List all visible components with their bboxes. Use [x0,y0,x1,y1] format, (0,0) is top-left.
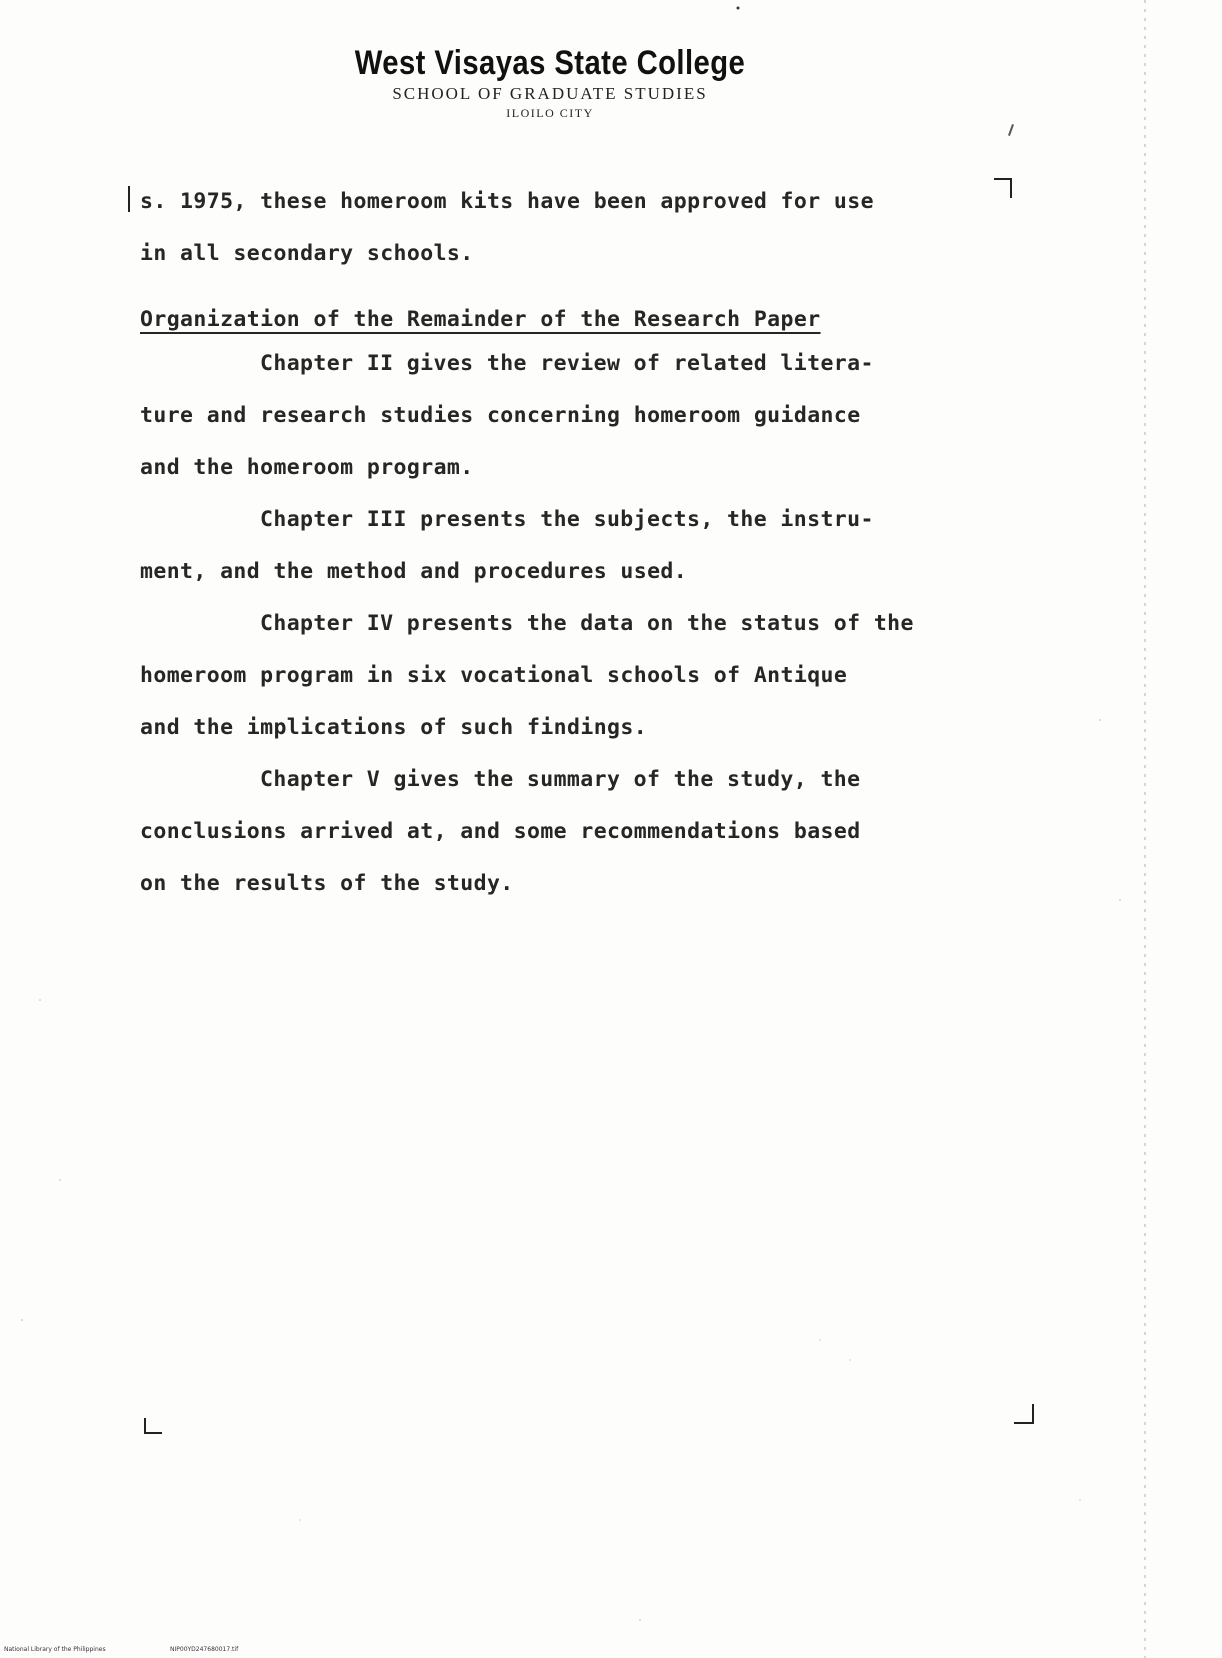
footer-filename: NIP00YD247680017.tif [170,1646,239,1653]
text-line: and the implications of such findings. [140,715,648,740]
college-name: West Visayas State College [354,44,746,82]
text-line: in all secondary schools. [140,241,474,266]
text-line: and the homeroom program. [140,455,474,480]
text-line: Chapter IV presents the data on the status of the [260,611,914,636]
text-line: ture and research studies concerning homeroom guidance [140,403,861,428]
text-line: s. 1975, these homeroom kits have been approved for use [140,189,874,214]
letterhead [240,44,860,120]
text-line: on the results of the study. [140,871,514,896]
crop-mark-top-right-bar [994,178,1010,180]
city-name: ILOILO CITY [506,106,594,120]
text-line: conclusions arrived at, and some recommendations based [140,819,861,844]
school-name: SCHOOL OF GRADUATE STUDIES [392,84,708,103]
text-line: Chapter V gives the summary of the study, the [260,767,861,792]
crop-mark-bottom-right [1014,1404,1034,1424]
crop-mark-bottom-left [144,1418,162,1434]
text-line: Chapter II gives the review of related litera- [260,351,874,376]
scan-footer [0,1644,1222,1656]
text-line: ment, and the method and procedures used. [140,559,688,584]
crop-mark-top-left [128,186,130,212]
footer-source: National Library of the Philippines [4,1646,106,1653]
scan-edge-line [1144,0,1146,1658]
text-line: Chapter III presents the subjects, the instru- [260,507,874,532]
pencil-tick-mark [1008,124,1014,136]
body-text [140,186,1060,920]
text-line: homeroom program in six vocational schools of Antique [140,663,848,688]
section-heading: Organization of the Remainder of the Research Paper [140,307,821,332]
